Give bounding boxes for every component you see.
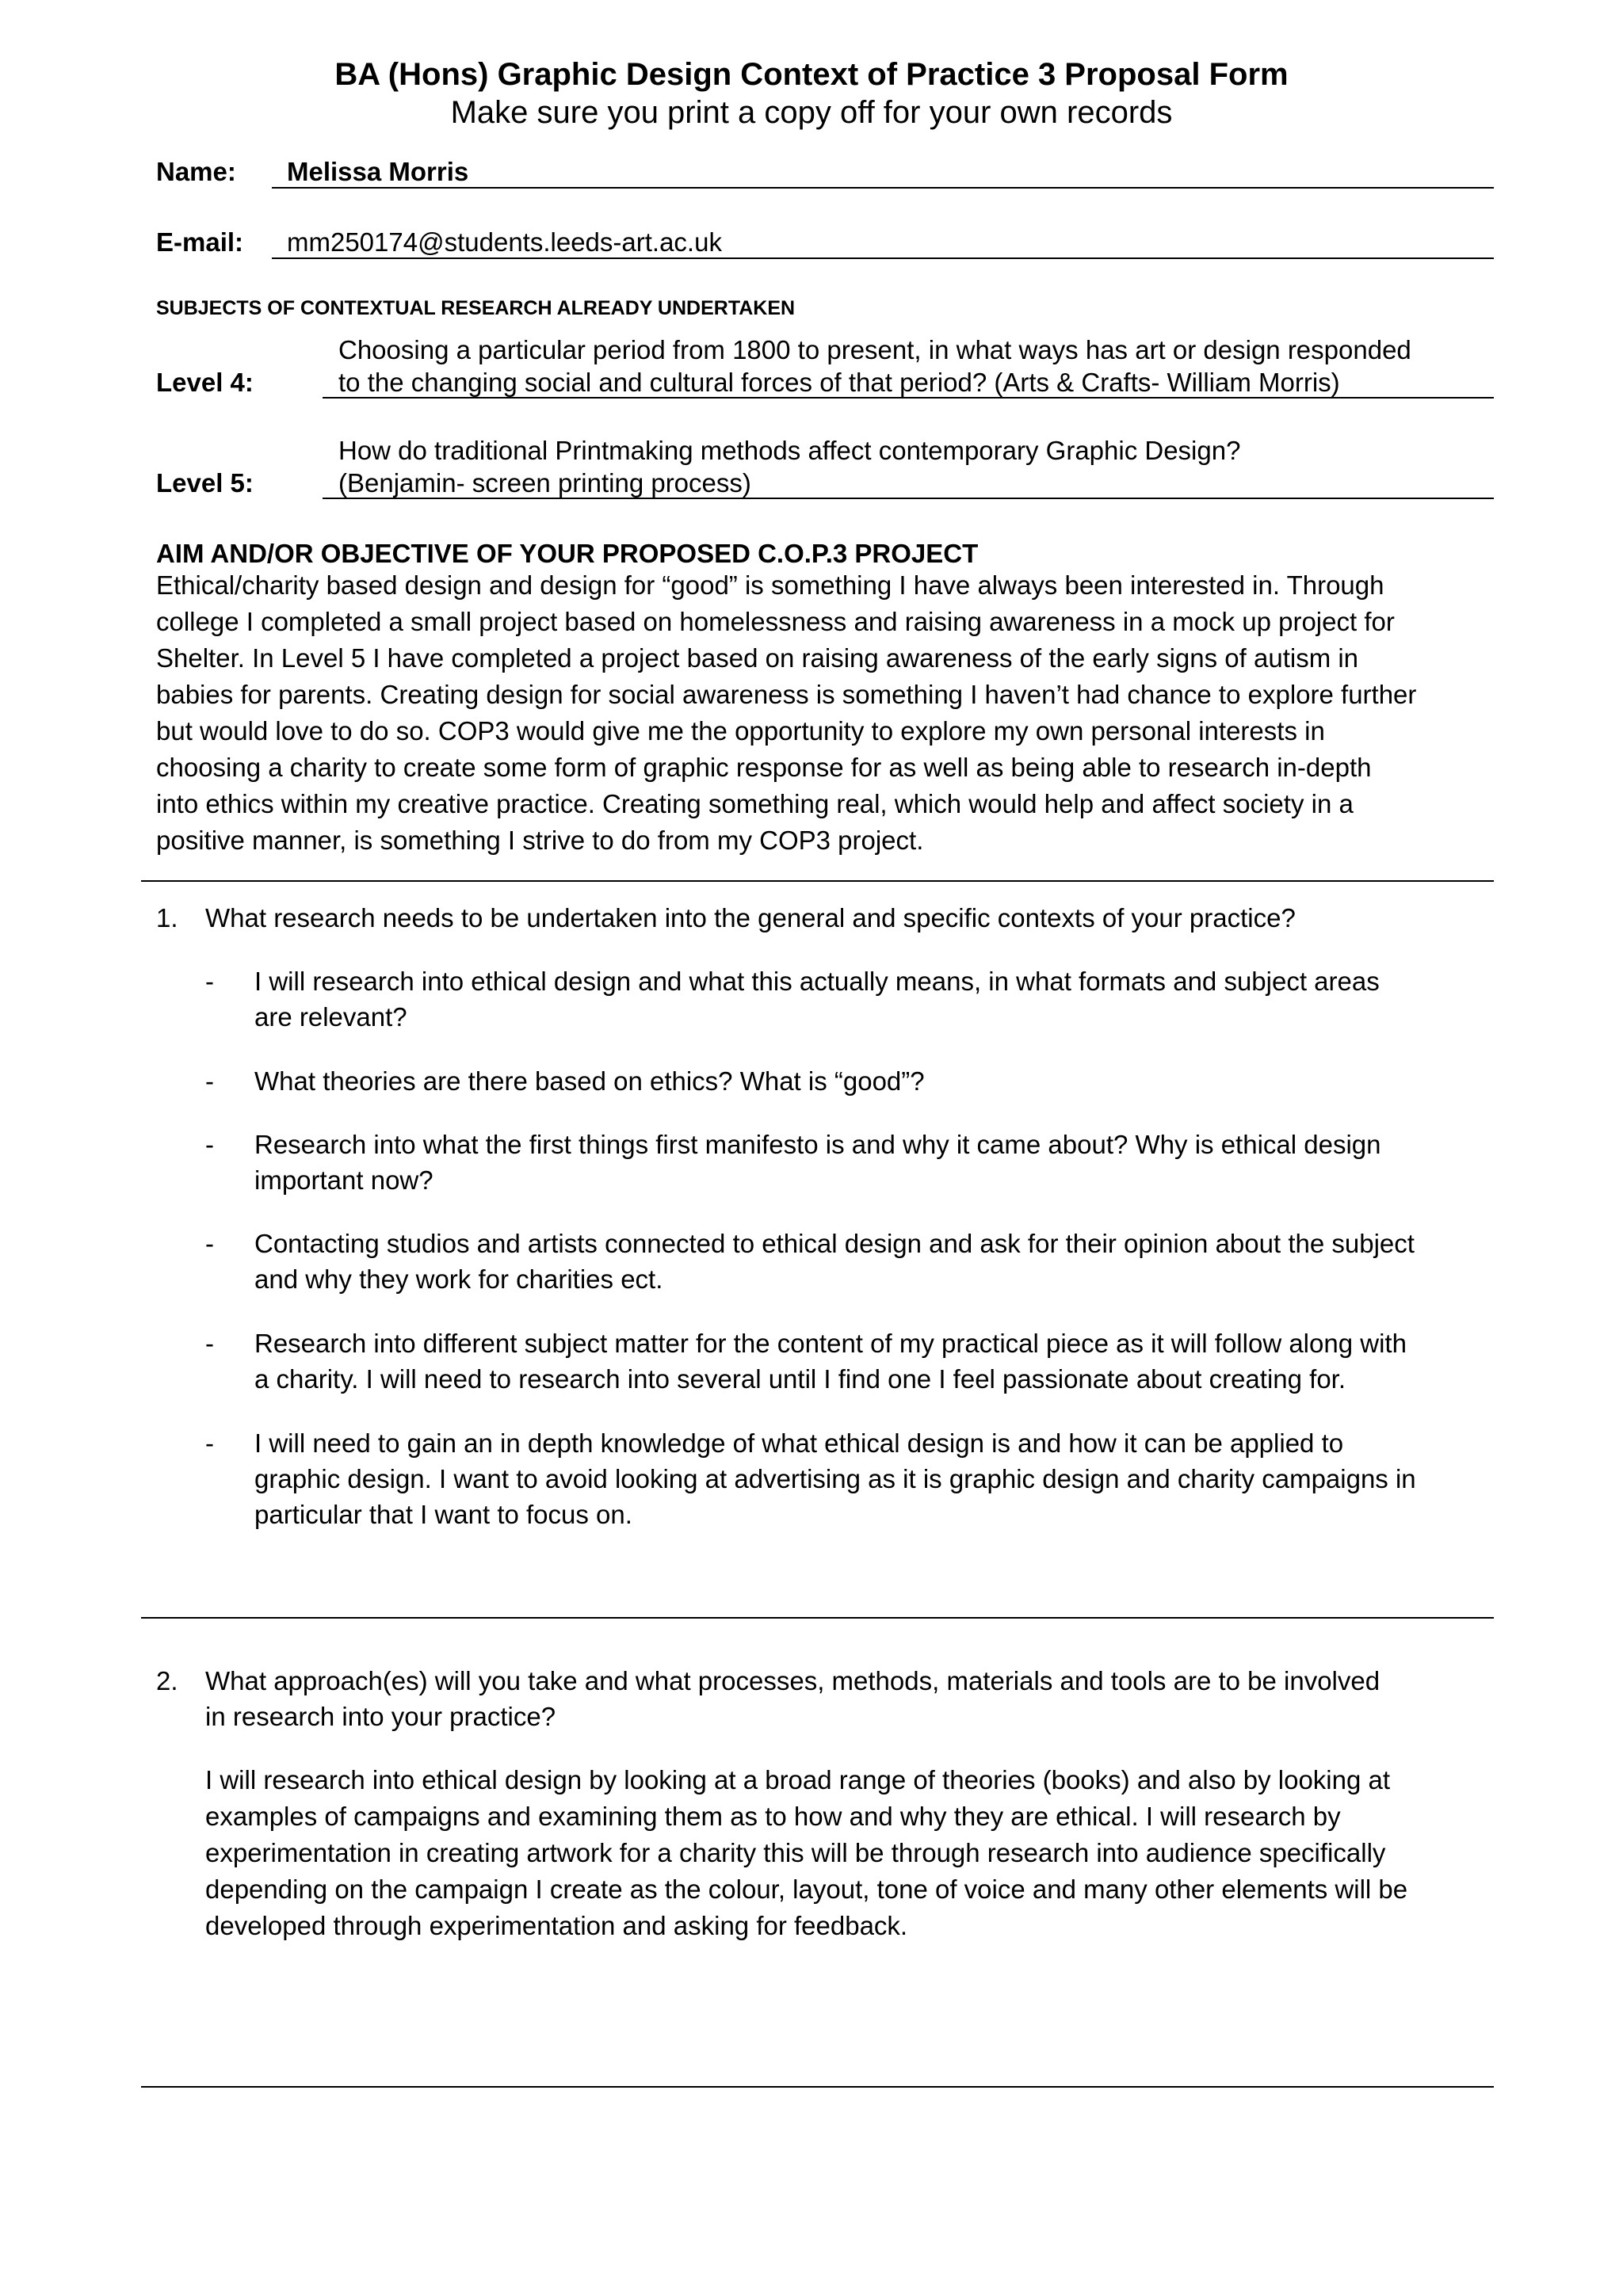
aim-line: into ethics within my creative practice. Creating something real, which would help and affect society in a <box>156 789 1354 818</box>
name-value: Melissa Morris <box>287 157 469 186</box>
bullet-text: graphic design. I want to avoid looking at advertising as it is graphic design and charity campaigns in <box>254 1464 1416 1493</box>
bullet-text: I will research into ethical design and what this actually means, in what formats and subject areas <box>254 967 1380 996</box>
name-label: Name: <box>156 157 236 186</box>
bullet-dash: - <box>205 1229 214 1258</box>
question-2-text-line1: What approach(es) will you take and what processes, methods, materials and tools are to be involved <box>205 1666 1381 1695</box>
level4-text-line1: Choosing a particular period from 1800 to present, in what ways has art or design responded <box>338 335 1411 364</box>
level4-underline <box>323 397 1494 399</box>
aim-heading: AIM AND/OR OBJECTIVE OF YOUR PROPOSED C.O.P.3 PROJECT <box>156 539 979 568</box>
form-title: BA (Hons) Graphic Design Context of Practice 3 Proposal Form <box>334 57 1289 92</box>
level5-text-line2: (Benjamin- screen printing process) <box>338 468 751 498</box>
answer-line: experimentation in creating artwork for a charity this will be through research into audience specifically <box>205 1838 1386 1867</box>
bullet-text: Research into what the first things first manifesto is and why it came about? Why is ethical design <box>254 1130 1381 1159</box>
bullet-dash: - <box>205 1130 214 1159</box>
bullet-text: I will need to gain an in depth knowledge of what ethical design is and how it can be applied to <box>254 1428 1344 1458</box>
answer-line: examples of campaigns and examining them as to how and why they are ethical. I will research by <box>205 1802 1341 1831</box>
subjects-heading: SUBJECTS OF CONTEXTUAL RESEARCH ALREADY UNDERTAKEN <box>156 297 796 319</box>
bullet-text: and why they work for charities ect. <box>254 1264 663 1294</box>
bullet-text: What theories are there based on ethics? What is “good”? <box>254 1066 925 1096</box>
bullet-dash: - <box>205 967 214 996</box>
question-2-text-line2: in research into your practice? <box>205 1702 556 1731</box>
bullet-text: important now? <box>254 1165 433 1195</box>
level4-label: Level 4: <box>156 368 254 397</box>
name-underline <box>272 187 1494 189</box>
section-divider <box>141 880 1494 882</box>
level5-underline <box>323 498 1494 499</box>
section-divider <box>141 2086 1494 2088</box>
bullet-text: particular that I want to focus on. <box>254 1500 632 1529</box>
bullet-dash: - <box>205 1066 214 1096</box>
bullet-dash: - <box>205 1428 214 1458</box>
email-value: mm250174@students.leeds-art.ac.uk <box>287 227 722 257</box>
aim-line: babies for parents. Creating design for social awareness is something I haven’t had chance to explore further <box>156 680 1417 709</box>
aim-line: choosing a charity to create some form of graphic response for as well as being able to research in-depth <box>156 753 1372 782</box>
question-number: 1. <box>156 903 178 933</box>
aim-line: college I completed a small project based on homelessness and raising awareness in a mock up project for <box>156 607 1395 636</box>
answer-line: developed through experimentation and asking for feedback. <box>205 1911 908 1940</box>
form-subtitle: Make sure you print a copy off for your own records <box>450 95 1173 130</box>
bullet-dash: - <box>205 1329 214 1358</box>
bullet-text: are relevant? <box>254 1002 407 1032</box>
aim-line: Ethical/charity based design and design for “good” is something I have always been interested in. Through <box>156 570 1384 600</box>
bullet-text: a charity. I will need to research into several until I find one I feel passionate about creating for. <box>254 1364 1346 1394</box>
answer-line: depending on the campaign I create as the colour, layout, tone of voice and many other elements will be <box>205 1875 1408 1904</box>
bullet-text: Contacting studios and artists connected to ethical design and ask for their opinion about the subject <box>254 1229 1415 1258</box>
level4-text-line2: to the changing social and cultural forces of that period? (Arts & Crafts- William Morris) <box>338 368 1340 397</box>
bullet-text: Research into different subject matter for the content of my practical piece as it will follow along with <box>254 1329 1407 1358</box>
aim-line: Shelter. In Level 5 I have completed a project based on raising awareness of the early signs of autism in <box>156 643 1359 673</box>
aim-line: but would love to do so. COP3 would give me the opportunity to explore my own personal interests in <box>156 716 1325 746</box>
answer-line: I will research into ethical design by looking at a broad range of theories (books) and also by looking at <box>205 1765 1391 1794</box>
question-1-text: What research needs to be undertaken into the general and specific contexts of your practice? <box>205 903 1296 933</box>
aim-line: positive manner, is something I strive to do from my COP3 project. <box>156 826 924 855</box>
email-label: E-mail: <box>156 227 244 257</box>
question-number: 2. <box>156 1666 178 1695</box>
email-underline <box>272 257 1494 259</box>
section-divider <box>141 1617 1494 1619</box>
level5-label: Level 5: <box>156 468 254 498</box>
level5-text-line1: How do traditional Printmaking methods affect contemporary Graphic Design? <box>338 436 1241 465</box>
